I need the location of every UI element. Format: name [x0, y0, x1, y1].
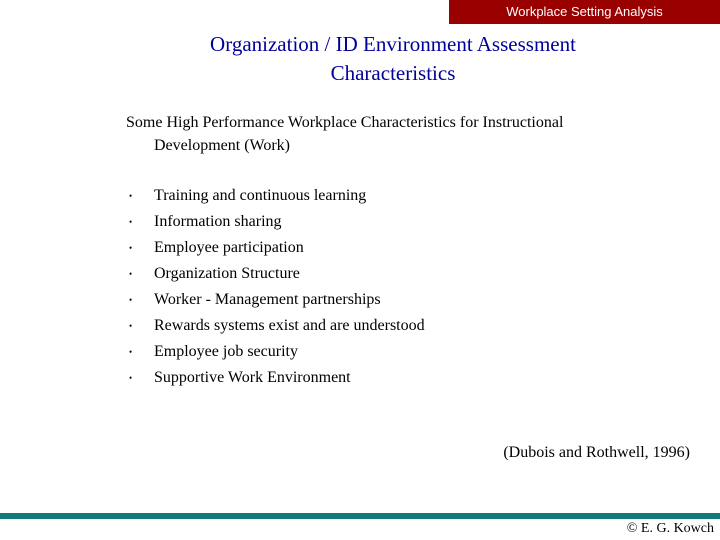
slide-subtitle	[126, 111, 686, 157]
slide-title-line-2: Characteristics	[330, 61, 456, 85]
slide-subtitle-line-1: Some High Performance Workplace Characteristics for Instructional	[126, 114, 564, 131]
list-item-text: Information sharing	[154, 213, 282, 230]
list-item	[126, 209, 425, 235]
characteristics-list	[126, 183, 425, 391]
citation: (Dubois and Rothwell, 1996)	[503, 444, 690, 461]
slide-title-line-1: Organization / ID Environment Assessment	[210, 32, 576, 56]
slide-title	[130, 30, 656, 88]
bullet-icon: •	[129, 373, 133, 383]
list-item	[126, 235, 425, 261]
list-item-text: Employee participation	[154, 239, 304, 256]
bullet-icon: •	[129, 295, 133, 305]
list-item-text: Training and continuous learning	[154, 187, 367, 204]
list-item	[126, 339, 425, 365]
list-item	[126, 261, 425, 287]
list-item-text: Worker - Management partnerships	[154, 291, 381, 308]
slide-subtitle-line-2: Development (Work)	[154, 137, 290, 154]
list-item	[126, 313, 425, 339]
list-item-text: Rewards systems exist and are understood	[154, 317, 425, 334]
bullet-icon: •	[129, 347, 133, 357]
bullet-icon: •	[129, 243, 133, 253]
list-item	[126, 287, 425, 313]
list-item	[126, 365, 425, 391]
list-item-text: Employee job security	[154, 343, 298, 360]
bullet-icon: •	[129, 217, 133, 227]
section-tag: Workplace Setting Analysis	[449, 0, 720, 24]
bullet-icon: •	[129, 321, 133, 331]
list-item	[126, 183, 425, 209]
copyright-notice: © E. G. Kowch	[626, 521, 714, 536]
list-item-text: Supportive Work Environment	[154, 369, 351, 386]
bullet-icon: •	[129, 191, 133, 201]
bullet-icon: •	[129, 269, 133, 279]
list-item-text: Organization Structure	[154, 265, 300, 282]
